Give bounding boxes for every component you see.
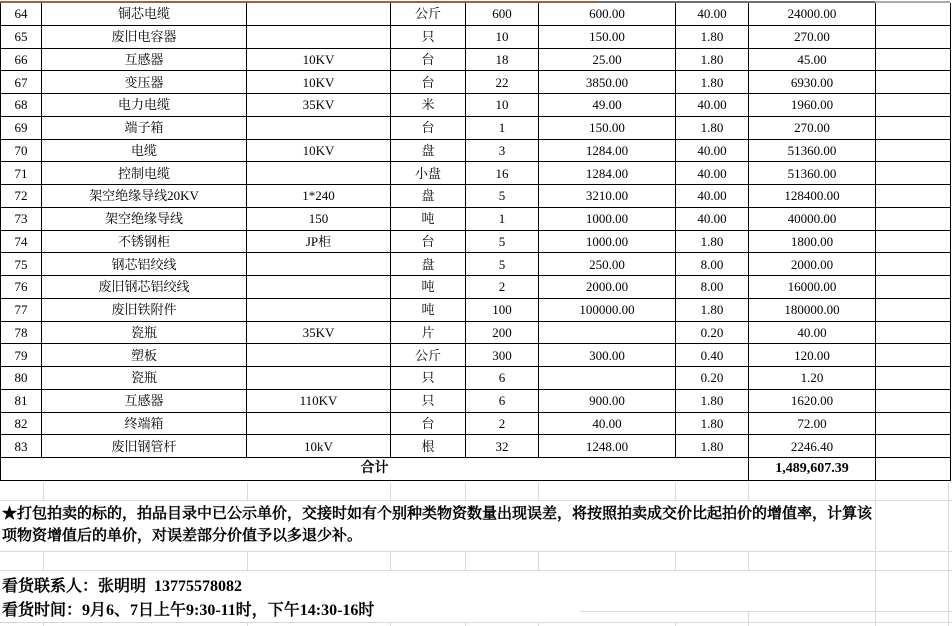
cell-quantity[interactable]: 1	[466, 208, 539, 231]
cell-amount[interactable]: 51360.00	[749, 140, 876, 163]
cell-unit-price[interactable]: 300.00	[539, 344, 676, 367]
cell-extra[interactable]	[876, 140, 951, 163]
cell-rate[interactable]: 1.80	[676, 49, 749, 72]
gridline	[538, 483, 539, 500]
cell-quantity[interactable]: 5	[466, 231, 539, 254]
gridline	[465, 551, 466, 570]
cell-amount[interactable]: 1.20	[749, 367, 876, 390]
cell-amount[interactable]: 6930.00	[749, 71, 876, 94]
cell-amount[interactable]: 45.00	[749, 49, 876, 72]
cell-extra[interactable]	[876, 71, 951, 94]
cell-quantity[interactable]: 3	[466, 140, 539, 163]
cell-rate[interactable]: 1.80	[676, 117, 749, 140]
cell-unit-price[interactable]: 40.00	[539, 413, 676, 436]
cell-item-name[interactable]: 钢芯铝绞线	[42, 253, 247, 276]
cell-quantity[interactable]: 16	[466, 162, 539, 185]
gridline	[580, 611, 952, 612]
cell-quantity[interactable]: 5	[466, 185, 539, 208]
cell-row-number[interactable]: 66	[1, 49, 42, 72]
cell-unit-price[interactable]: 2000.00	[539, 276, 676, 299]
cell-unit[interactable]: 盘	[391, 253, 466, 276]
cell-quantity[interactable]: 200	[466, 322, 539, 345]
cell-spec[interactable]	[247, 413, 391, 436]
cell-spec[interactable]	[247, 344, 391, 367]
cell-item-name[interactable]: 不锈钢柜	[42, 231, 247, 254]
cell-unit-price[interactable]: 1284.00	[539, 162, 676, 185]
total-row	[1, 458, 951, 481]
cell-quantity[interactable]: 10	[466, 94, 539, 117]
cell-unit[interactable]: 台	[391, 117, 466, 140]
table-row	[1, 94, 951, 117]
cell-amount[interactable]: 270.00	[749, 26, 876, 49]
cell-item-name[interactable]: 瓷瓶	[42, 322, 247, 345]
gridline	[675, 622, 676, 626]
auction-note-line1: ★打包拍卖的标的，拍品目录中已公示单价，交接时如有个别种类物资数量出现误差，将按照拍卖成交价比起拍价的增值率，计算该	[2, 506, 873, 522]
cell-unit-price[interactable]: 900.00	[539, 390, 676, 413]
cell-item-name[interactable]: 废旧电容器	[42, 26, 247, 49]
cell-rate[interactable]: 40.00	[676, 94, 749, 117]
cell-unit[interactable]: 台	[391, 413, 466, 436]
cell-rate[interactable]: 8.00	[676, 276, 749, 299]
cell-spec[interactable]	[247, 367, 391, 390]
cell-spec[interactable]: 35KV	[247, 94, 391, 117]
cell-amount[interactable]: 120.00	[749, 344, 876, 367]
cell-item-name[interactable]: 废旧钢管杆	[42, 435, 247, 458]
cell-quantity[interactable]: 22	[466, 71, 539, 94]
cell-row-number[interactable]: 71	[1, 162, 42, 185]
cell-quantity[interactable]: 18	[466, 49, 539, 72]
table-row	[1, 162, 951, 185]
items-table	[0, 3, 951, 481]
cell-rate[interactable]: 1.80	[676, 390, 749, 413]
cell-unit-price[interactable]	[539, 322, 676, 345]
gridline	[247, 483, 248, 500]
cell-extra[interactable]	[876, 276, 951, 299]
cell-item-name[interactable]: 废旧钢芯铝绞线	[42, 276, 247, 299]
cell-unit-price[interactable]: 150.00	[539, 26, 676, 49]
auction-note	[2, 504, 946, 547]
cell-rate[interactable]: 40.00	[676, 140, 749, 163]
table-row	[1, 49, 951, 72]
cell-extra[interactable]	[876, 94, 951, 117]
table-row	[1, 140, 951, 163]
cell-item-name[interactable]: 变压器	[42, 71, 247, 94]
cell-row-number[interactable]: 82	[1, 413, 42, 436]
cell-unit[interactable]: 片	[391, 322, 466, 345]
table-row	[1, 276, 951, 299]
cell-row-number[interactable]: 78	[1, 322, 42, 345]
cell-rate[interactable]: 0.40	[676, 344, 749, 367]
cell-rate[interactable]: 40.00	[676, 3, 749, 26]
table-row	[1, 3, 951, 26]
cell-unit-price[interactable]: 1248.00	[539, 435, 676, 458]
table-row	[1, 231, 951, 254]
cell-item-name[interactable]: 瓷瓶	[42, 367, 247, 390]
cell-extra[interactable]	[876, 344, 951, 367]
cell-quantity[interactable]: 100	[466, 299, 539, 322]
total-extra-cell[interactable]	[876, 458, 951, 481]
table-row	[1, 435, 951, 458]
cell-row-number[interactable]: 65	[1, 26, 42, 49]
cell-amount[interactable]: 16000.00	[749, 276, 876, 299]
cell-row-number[interactable]: 83	[1, 435, 42, 458]
cell-amount[interactable]: 2246.40	[749, 435, 876, 458]
cell-item-name[interactable]: 互感器	[42, 49, 247, 72]
gridline	[390, 622, 391, 626]
cell-spec[interactable]	[247, 253, 391, 276]
table-row	[1, 253, 951, 276]
gridline	[43, 622, 44, 626]
table-row	[1, 322, 951, 345]
cell-row-number[interactable]: 79	[1, 344, 42, 367]
cell-spec[interactable]	[247, 3, 391, 26]
table-row	[1, 344, 951, 367]
table-row	[1, 390, 951, 413]
cell-unit[interactable]: 盘	[391, 185, 466, 208]
cell-row-number[interactable]: 67	[1, 71, 42, 94]
cell-row-number[interactable]: 69	[1, 117, 42, 140]
cell-unit-price[interactable]: 49.00	[539, 94, 676, 117]
cell-extra[interactable]	[876, 367, 951, 390]
cell-amount[interactable]: 1800.00	[749, 231, 876, 254]
cell-amount[interactable]: 72.00	[749, 413, 876, 436]
cell-rate[interactable]: 1.80	[676, 26, 749, 49]
cell-extra[interactable]	[876, 185, 951, 208]
table-rows	[1, 3, 951, 458]
cell-spec[interactable]: 1*240	[247, 185, 391, 208]
cell-amount[interactable]: 40.00	[749, 322, 876, 345]
cell-unit[interactable]: 只	[391, 367, 466, 390]
cell-rate[interactable]: 1.80	[676, 71, 749, 94]
cell-unit-price[interactable]: 3850.00	[539, 71, 676, 94]
cell-item-name[interactable]: 架空绝缘导线20KV	[42, 185, 247, 208]
cell-amount[interactable]: 1620.00	[749, 390, 876, 413]
cell-amount[interactable]: 40000.00	[749, 208, 876, 231]
cell-extra[interactable]	[876, 208, 951, 231]
cell-unit[interactable]: 只	[391, 26, 466, 49]
cell-row-number[interactable]: 75	[1, 253, 42, 276]
cell-extra[interactable]	[876, 322, 951, 345]
cell-spec[interactable]: 10KV	[247, 49, 391, 72]
cell-row-number[interactable]: 80	[1, 367, 42, 390]
cell-rate[interactable]: 1.80	[676, 231, 749, 254]
cell-spec[interactable]	[247, 117, 391, 140]
time-line: 看货时间：9月6、7日上午9:30-11时，下午14:30-16时	[2, 602, 375, 619]
gridline	[390, 483, 391, 500]
gridline	[465, 483, 466, 500]
cell-item-name[interactable]: 废旧铁附件	[42, 299, 247, 322]
gridline	[0, 570, 952, 571]
cell-extra[interactable]	[876, 299, 951, 322]
cell-unit[interactable]: 台	[391, 71, 466, 94]
cell-rate[interactable]: 40.00	[676, 185, 749, 208]
contact-line: 看货联系人：张明明 13775578082	[2, 578, 243, 595]
cell-rate[interactable]: 1.80	[676, 435, 749, 458]
cell-quantity[interactable]: 1	[466, 117, 539, 140]
cell-item-name[interactable]: 终端箱	[42, 413, 247, 436]
table-row	[1, 185, 951, 208]
cell-extra[interactable]	[876, 390, 951, 413]
cell-row-number[interactable]: 70	[1, 140, 42, 163]
cell-extra[interactable]	[876, 435, 951, 458]
cell-unit-price[interactable]: 250.00	[539, 253, 676, 276]
gridline	[538, 551, 539, 570]
cell-unit[interactable]: 根	[391, 435, 466, 458]
cell-unit[interactable]: 台	[391, 231, 466, 254]
cell-rate[interactable]: 1.80	[676, 299, 749, 322]
cell-unit[interactable]: 公斤	[391, 3, 466, 26]
gridline	[748, 611, 749, 626]
cell-item-name[interactable]: 端子箱	[42, 117, 247, 140]
cell-unit-price[interactable]: 150.00	[539, 117, 676, 140]
gridline	[465, 622, 466, 626]
cell-unit-price[interactable]	[539, 367, 676, 390]
cell-quantity[interactable]: 10	[466, 26, 539, 49]
cell-item-name[interactable]: 架空绝缘导线	[42, 208, 247, 231]
gridline	[748, 483, 749, 500]
cell-rate[interactable]: 40.00	[676, 162, 749, 185]
cell-item-name[interactable]: 电力电缆	[42, 94, 247, 117]
cell-spec[interactable]	[247, 162, 391, 185]
cell-amount[interactable]: 270.00	[749, 117, 876, 140]
cell-quantity[interactable]: 2	[466, 276, 539, 299]
cell-rate[interactable]: 8.00	[676, 253, 749, 276]
cell-extra[interactable]	[876, 231, 951, 254]
cell-spec[interactable]	[247, 276, 391, 299]
cell-quantity[interactable]: 5	[466, 253, 539, 276]
gridline	[390, 551, 391, 570]
cell-quantity[interactable]: 300	[466, 344, 539, 367]
gridline	[247, 622, 248, 626]
cell-unit[interactable]: 吨	[391, 208, 466, 231]
cell-unit[interactable]: 台	[391, 49, 466, 72]
cell-spec[interactable]: 110KV	[247, 390, 391, 413]
cell-unit[interactable]: 只	[391, 390, 466, 413]
cell-item-name[interactable]: 控制电缆	[42, 162, 247, 185]
cell-extra[interactable]	[876, 253, 951, 276]
cell-spec[interactable]: 35KV	[247, 322, 391, 345]
cell-item-name[interactable]: 铜芯电缆	[42, 3, 247, 26]
cell-spec[interactable]	[247, 299, 391, 322]
cell-unit[interactable]: 米	[391, 94, 466, 117]
auction-note-line2: 项物资增值后的单价，对误差部分价值予以多退少补。	[2, 527, 363, 544]
gridline	[0, 551, 952, 552]
cell-amount[interactable]: 24000.00	[749, 3, 876, 26]
cell-row-number[interactable]: 64	[1, 3, 42, 26]
gridline	[0, 500, 952, 501]
cell-rate[interactable]: 40.00	[676, 208, 749, 231]
cell-item-name[interactable]: 塑板	[42, 344, 247, 367]
cell-extra[interactable]	[876, 162, 951, 185]
gridline	[748, 551, 749, 570]
cell-unit-price[interactable]: 600.00	[539, 3, 676, 26]
cell-unit[interactable]: 吨	[391, 276, 466, 299]
cell-extra[interactable]	[876, 413, 951, 436]
cell-rate[interactable]: 0.20	[676, 322, 749, 345]
cell-extra[interactable]	[876, 26, 951, 49]
cell-unit[interactable]: 盘	[391, 140, 466, 163]
cell-spec[interactable]: JP柜	[247, 231, 391, 254]
cell-quantity[interactable]: 6	[466, 390, 539, 413]
cell-spec[interactable]: 10KV	[247, 140, 391, 163]
cell-unit-price[interactable]: 100000.00	[539, 299, 676, 322]
cell-unit-price[interactable]: 25.00	[539, 49, 676, 72]
cell-rate[interactable]: 1.80	[676, 413, 749, 436]
cell-quantity[interactable]: 2	[466, 413, 539, 436]
cell-item-name[interactable]: 互感器	[42, 390, 247, 413]
cell-spec[interactable]: 10KV	[247, 71, 391, 94]
gridline	[43, 551, 44, 570]
gridline	[675, 551, 676, 570]
cell-rate[interactable]: 0.20	[676, 367, 749, 390]
table-row	[1, 71, 951, 94]
cell-spec[interactable]: 10kV	[247, 435, 391, 458]
total-value-cell[interactable]: 1,489,607.39	[749, 458, 876, 481]
cell-amount[interactable]: 180000.00	[749, 299, 876, 322]
gridline	[0, 622, 952, 623]
cell-row-number[interactable]: 76	[1, 276, 42, 299]
cell-quantity[interactable]: 32	[466, 435, 539, 458]
cell-amount[interactable]: 1960.00	[749, 94, 876, 117]
cell-row-number[interactable]: 81	[1, 390, 42, 413]
cell-spec[interactable]: 150	[247, 208, 391, 231]
gridline	[247, 551, 248, 570]
table-row	[1, 26, 951, 49]
cell-row-number[interactable]: 73	[1, 208, 42, 231]
cell-unit-price[interactable]: 1000.00	[539, 231, 676, 254]
cell-amount[interactable]: 51360.00	[749, 162, 876, 185]
cell-extra[interactable]	[876, 3, 951, 26]
cell-item-name[interactable]: 电缆	[42, 140, 247, 163]
gridline	[43, 483, 44, 500]
total-label-cell[interactable]: 合计	[1, 458, 749, 481]
cell-amount[interactable]: 2000.00	[749, 253, 876, 276]
cell-row-number[interactable]: 68	[1, 94, 42, 117]
cell-row-number[interactable]: 77	[1, 299, 42, 322]
table-row	[1, 413, 951, 436]
cell-unit-price[interactable]: 1000.00	[539, 208, 676, 231]
cell-unit[interactable]: 吨	[391, 299, 466, 322]
cell-quantity[interactable]: 6	[466, 367, 539, 390]
table-row	[1, 299, 951, 322]
cell-amount[interactable]: 128400.00	[749, 185, 876, 208]
cell-extra[interactable]	[876, 49, 951, 72]
cell-row-number[interactable]: 74	[1, 231, 42, 254]
cell-spec[interactable]	[247, 26, 391, 49]
cell-quantity[interactable]: 600	[466, 3, 539, 26]
cell-unit-price[interactable]: 3210.00	[539, 185, 676, 208]
cell-unit[interactable]: 公斤	[391, 344, 466, 367]
table-row	[1, 117, 951, 140]
cell-extra[interactable]	[876, 117, 951, 140]
table-row	[1, 367, 951, 390]
cell-unit-price[interactable]: 1284.00	[539, 140, 676, 163]
cell-row-number[interactable]: 72	[1, 185, 42, 208]
gridline	[538, 622, 539, 626]
gridline	[675, 483, 676, 500]
cell-unit[interactable]: 小盘	[391, 162, 466, 185]
table-row	[1, 208, 951, 231]
gridline	[948, 483, 949, 626]
